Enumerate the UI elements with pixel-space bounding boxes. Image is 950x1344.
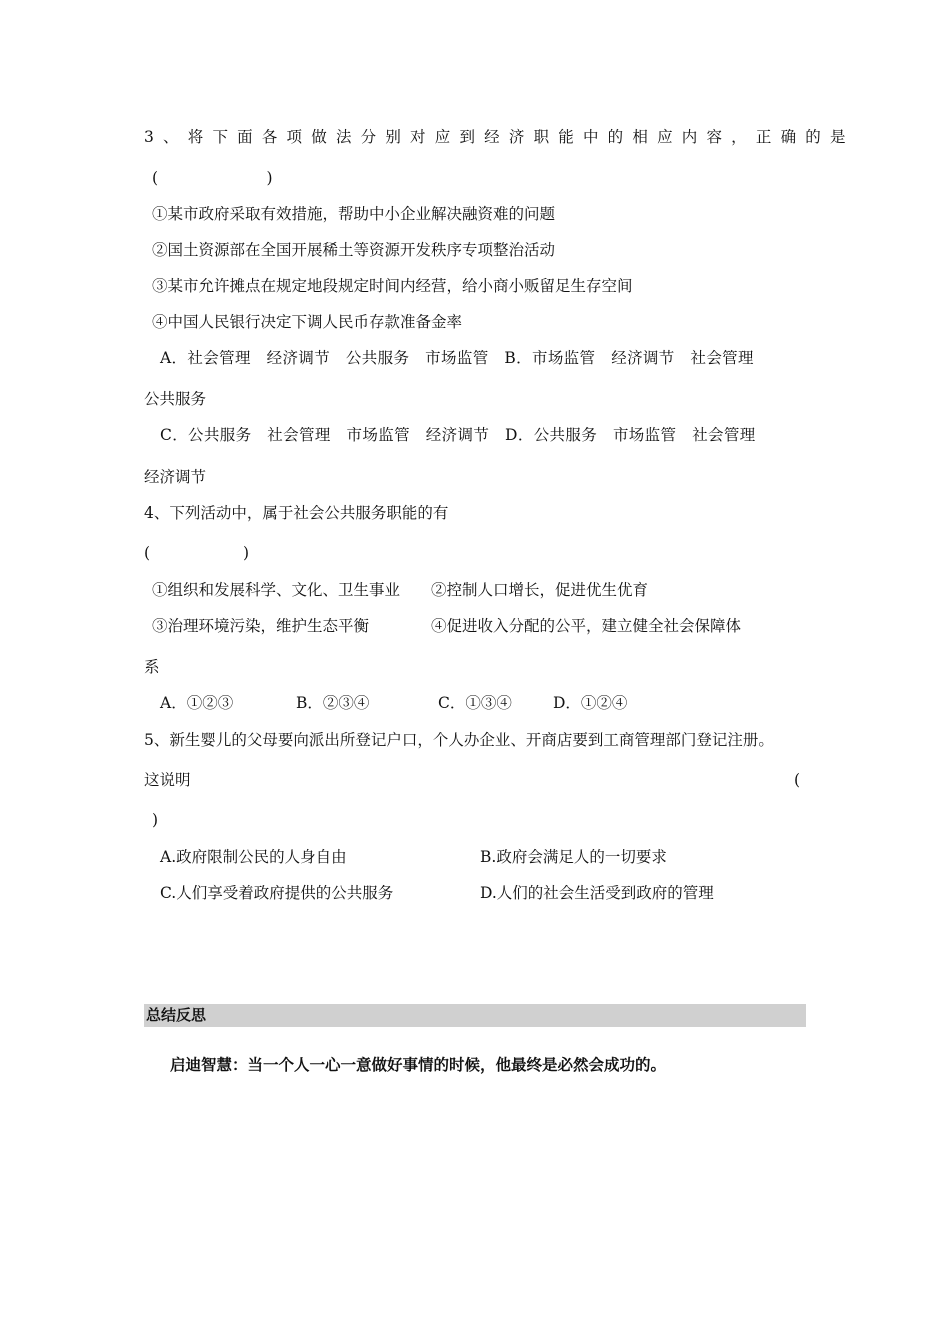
q3-options-line1: A．社会管理 经济调节 公共服务 市场监管 B．市场监管 经济调节 社会管理 <box>160 349 754 367</box>
q4-option-b: B．②③④ <box>296 694 370 712</box>
q3-options-line1-wrap: 公共服务 <box>144 390 207 408</box>
q3-options-line2: C．公共服务 社会管理 市场监管 经济调节 D．公共服务 市场监管 社会管理 <box>160 426 756 444</box>
q3-stem: 3、将下面各项做法分别对应到经济职能中的相应内容，正确的是 <box>144 128 855 146</box>
q5-stem-wrap: 这说明 <box>144 771 191 789</box>
q3-answer-paren: ( ) <box>152 169 273 187</box>
summary-motto: 启迪智慧：当一个人一心一意做好事情的时候，他最终是必然会成功的。 <box>170 1056 667 1074</box>
q3-options-line2-wrap: 经济调节 <box>144 468 207 486</box>
q4-option-d: D．①②④ <box>553 694 628 712</box>
q4-stem: 4、下列活动中，属于社会公共服务职能的有 <box>144 504 449 522</box>
q4-items-row1: ①组织和发展科学、文化、卫生事业 ②控制人口增长，促进优生优育 <box>152 581 649 599</box>
q5-paren-open: ( <box>794 771 801 789</box>
q3-item-3: ③某市允许摊点在规定地段规定时间内经营，给小商小贩留足生存空间 <box>152 277 633 295</box>
q5-option-c: C.人们享受着政府提供的公共服务 <box>160 884 394 902</box>
q4-option-c: C．①③④ <box>438 694 512 712</box>
summary-title: 总结反思 <box>146 1006 207 1024</box>
q4-items-row2-wrap: 系 <box>144 658 160 676</box>
q3-item-4: ④中国人民银行决定下调人民币存款准备金率 <box>152 313 463 331</box>
q5-option-b: B.政府会满足人的一切要求 <box>480 848 667 866</box>
q4-items-row2: ③治理环境污染，维护生态平衡 ④促进收入分配的公平，建立健全社会保障体 <box>152 617 742 635</box>
q5-option-a: A.政府限制公民的人身自由 <box>160 848 347 866</box>
summary-header-bar <box>144 1004 806 1027</box>
q5-paren-close: ) <box>152 811 159 829</box>
q3-item-1: ①某市政府采取有效措施，帮助中小企业解决融资难的问题 <box>152 205 556 223</box>
q5-option-d: D.人们的社会生活受到政府的管理 <box>480 884 714 902</box>
q4-option-a: A．①②③ <box>160 694 234 712</box>
q4-answer-paren: ( ) <box>144 544 250 562</box>
q5-stem: 5、新生婴儿的父母要向派出所登记户口，个人办企业、开商店要到工商管理部门登记注册。 <box>144 731 774 749</box>
q3-item-2: ②国土资源部在全国开展稀土等资源开发秩序专项整治活动 <box>152 241 556 259</box>
